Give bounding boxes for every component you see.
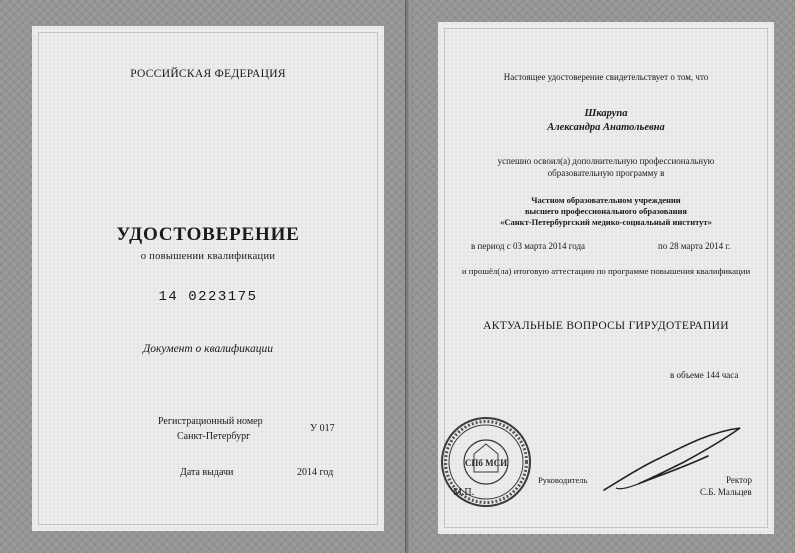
intro-text: Настоящее удостоверение свидетельствует о том, что (503, 72, 709, 82)
program-title: АКТУАЛЬНЫЕ ВОПРОСЫ ГИРУДОТЕРАПИИ (483, 320, 729, 332)
registration-city: Санкт-Петербург (177, 431, 251, 442)
issue-year: 2014 год (297, 467, 334, 478)
left-page-frame (38, 32, 378, 525)
registration-number: У 017 (310, 423, 335, 434)
institution-line-3: «Санкт-Петербургский медико-социальный институт» (500, 217, 712, 227)
issue-date-label: Дата выдачи (180, 467, 234, 478)
left-page-inner (32, 26, 384, 531)
right-page (412, 0, 795, 553)
period-from: в период с 03 марта 2014 года (471, 241, 586, 251)
document-kind: Документ о квалификации (142, 343, 274, 355)
mastered-line-1: успешно освоил(а) дополнительную профессиональную (497, 156, 715, 166)
program-volume: в объеме 144 часа (670, 370, 739, 380)
registration-label: Регистрационный номер (158, 416, 263, 427)
country-heading: РОССИЙСКАЯ ФЕДЕРАЦИЯ (130, 68, 286, 80)
institution-line-2: высшего профессионального образования (524, 206, 688, 216)
period-to: по 28 марта 2014 г. (658, 241, 731, 251)
mastered-line-2: образовательную программу в (547, 168, 665, 178)
stamp-text: СПб МСИ (464, 458, 508, 468)
document-title: УДОСТОВЕРЕНИЕ (116, 224, 300, 245)
document-number: 14 0223175 (158, 289, 258, 305)
seal-place-label: М.П. (453, 487, 475, 498)
right-page-inner (438, 22, 774, 534)
document-subtitle: о повышении квалификации (140, 251, 276, 262)
holder-given-names: Александра Анатольевна (547, 122, 665, 133)
institution-line-1: Частном образовательном учреждении (531, 195, 681, 205)
rector-name: С.Б. Мальцев (700, 487, 752, 497)
signature-icon (598, 424, 748, 496)
supervisor-label: Руководитель (538, 475, 588, 485)
rector-title: Ректор (726, 475, 752, 485)
holder-surname: Шкарупа (584, 108, 628, 119)
attestation-text: и прошёл(ла) итоговую аттестацию по программе повышения квалификации (461, 266, 751, 276)
